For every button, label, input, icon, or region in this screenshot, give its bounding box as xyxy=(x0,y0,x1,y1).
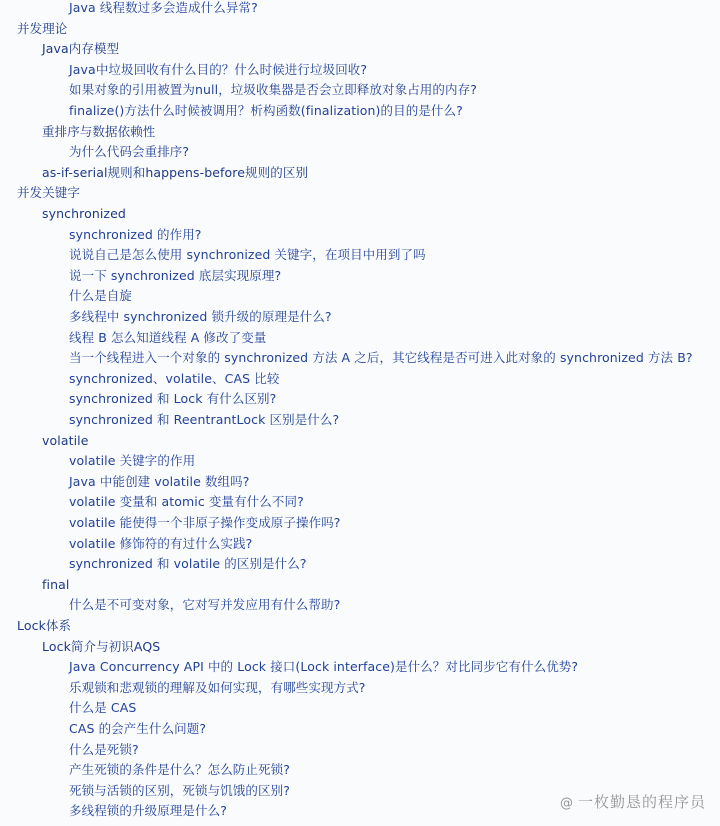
question-item: Java 中能创建 volatile 数组吗? xyxy=(69,473,250,489)
question-item: 什么是 CAS xyxy=(69,700,137,716)
subsection-heading: volatile xyxy=(42,432,89,448)
question-item: volatile 变量和 atomic 变量有什么不同? xyxy=(69,494,304,510)
question-item: 多线程中 synchronized 锁升级的原理是什么? xyxy=(69,309,332,324)
question-item: 说一下 synchronized 底层实现原理? xyxy=(69,267,282,283)
question-item: volatile 能使得一个非原子操作变成原子操作吗? xyxy=(69,515,341,530)
question-item: 如果对象的引用被置为null，垃圾收集器是否会立即释放对象占用的内存? xyxy=(69,82,477,98)
question-item: 什么是不可变对象，它对写并发应用有什么帮助? xyxy=(69,597,341,613)
question-item: 说说自己是怎么使用 synchronized 关键字，在项目中用到了吗 xyxy=(69,247,426,263)
question-item: 死锁与活锁的区别，死锁与饥饿的区别? xyxy=(69,782,290,798)
question-item: Java Concurrency API 中的 Lock 接口(Lock interface)是什么？对比同步它有什么优势? xyxy=(69,659,579,675)
question-item: 为什么代码会重排序? xyxy=(69,144,190,160)
question-item: 当一个线程进入一个对象的 synchronized 方法 A 之后，其它线程是否可进入此对象的 synchronized 方法 B? xyxy=(69,350,693,366)
question-item: synchronized 和 volatile 的区别是什么? xyxy=(69,556,307,572)
question-item: 什么是自旋 xyxy=(69,288,133,304)
question-item: synchronized 的作用? xyxy=(69,226,202,242)
subsection-heading: 重排序与数据依赖性 xyxy=(42,123,156,139)
subsection-heading: synchronized xyxy=(42,206,126,221)
question-item: 什么是死锁? xyxy=(69,741,139,757)
question-item: 乐观锁和悲观锁的理解及如何实现，有哪些实现方式? xyxy=(69,679,366,695)
subsection-heading: as-if-serial规则和happens-before规则的区别 xyxy=(42,164,309,180)
question-item: finalize()方法什么时候被调用？析构函数(finalization)的目的是什么? xyxy=(69,103,463,118)
subsection-heading: Lock简介与初识AQS xyxy=(42,638,161,654)
question-item: synchronized 和 ReentrantLock 区别是什么? xyxy=(69,412,340,427)
watermark xyxy=(560,791,706,812)
subsection-heading: final xyxy=(42,576,70,592)
watermark-symbol: @ xyxy=(559,796,574,811)
question-item: Java 线程数过多会造成什么异常? xyxy=(69,0,258,15)
subsection-heading: Java内存模型 xyxy=(42,41,120,57)
question-item: synchronized、volatile、CAS 比较 xyxy=(69,370,280,386)
question-item: 产生死锁的条件是什么？怎么防止死锁? xyxy=(69,762,290,778)
section-heading: 并发理论 xyxy=(17,20,68,36)
question-item: CAS 的会产生什么问题? xyxy=(69,721,207,736)
question-item: volatile 修饰符的有过什么实践? xyxy=(69,535,253,551)
question-item: volatile 关键字的作用 xyxy=(69,453,196,469)
question-item: 多线程锁的升级原理是什么? xyxy=(69,803,227,819)
section-heading: 并发关键字 xyxy=(17,185,81,201)
section-heading: Lock体系 xyxy=(17,618,72,633)
question-item: synchronized 和 Lock 有什么区别? xyxy=(69,391,277,407)
watermark-text: 一枚勤恳的程序员 xyxy=(577,793,706,811)
question-item: Java中垃圾回收有什么目的？什么时候进行垃圾回收? xyxy=(69,61,368,77)
question-item: 线程 B 怎么知道线程 A 修改了变量 xyxy=(69,329,267,345)
